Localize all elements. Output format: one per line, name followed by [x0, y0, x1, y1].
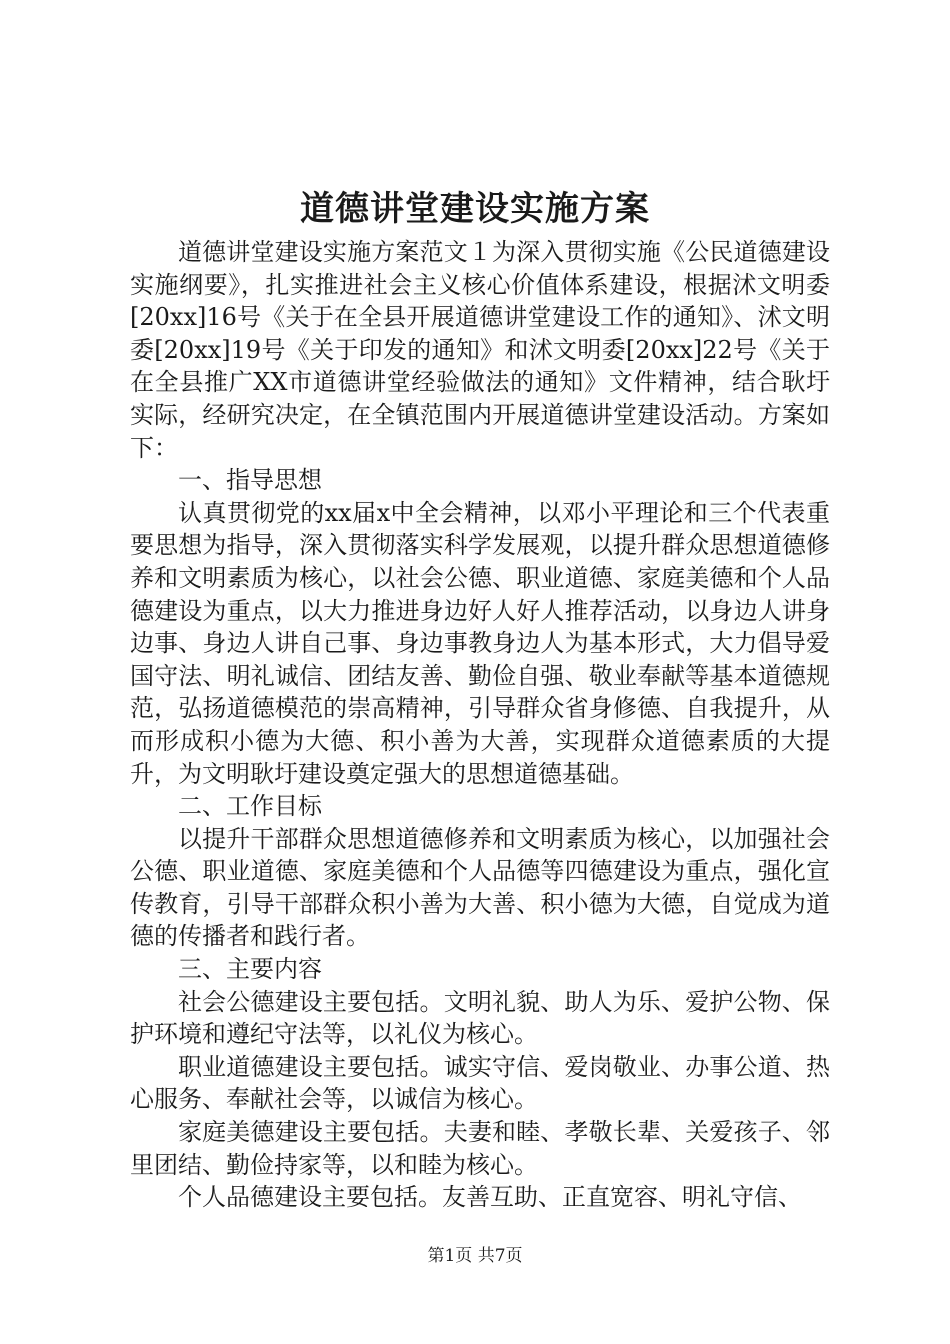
document-title: 道德讲堂建设实施方案 — [300, 189, 650, 229]
paragraph-guiding-ideology: 认真贯彻党的xx届x中全会精神，以邓小平理论和三个代表重要思想为指导，深入贯彻落实科学发展观，以提升群众思想道德修养和文明素质为核心，以社会公德、职业道德、家庭美德和个人品德建设为重点，以大力推进身边好人好人推荐活动，以身边人讲身边事、身边人讲自己事、身边事教身边人为基本形式，大力倡导爱国守法、明礼诚信、团结友善、勤俭自强、敬业奉献等基本道德规范，弘扬道德模范的崇高精神，引导群众省身修德、自我提升，从而形成积小德为大德、积小善为大善，实现群众道德素质的大提升，为文明耿圩建设奠定强大的思想道德基础。 — [130, 498, 830, 788]
document-body — [130, 236, 830, 1214]
section-heading-main-content: 三、主要内容 — [178, 955, 322, 984]
paragraph-personal-character: 个人品德建设主要包括。友善互助、正直宽容、明礼守信、 — [178, 1183, 802, 1212]
section-heading-work-goals: 二、工作目标 — [178, 792, 322, 821]
section-heading-guiding-ideology: 一、指导思想 — [178, 466, 322, 495]
paragraph-work-goals: 以提升干部群众思想道德修养和文明素质为核心，以加强社会公德、职业道德、家庭美德和个人品德等四德建设为重点，强化宣传教育，引导干部群众积小善为大善、积小德为大德，自觉成为道德的传播者和践行者。 — [130, 824, 830, 951]
paragraph-family-virtues: 家庭美德建设主要包括。夫妻和睦、孝敬长辈、关爱孩子、邻里团结、勤俭持家等，以和睦为核心。 — [130, 1118, 830, 1179]
page-footer: 第1页 共7页 — [427, 1246, 523, 1266]
paragraph-social-morality: 社会公德建设主要包括。文明礼貌、助人为乐、爱护公物、保护环境和遵纪守法等，以礼仪为核心。 — [130, 987, 830, 1049]
paragraph-professional-ethics: 职业道德建设主要包括。诚实守信、爱岗敬业、办事公道、热心服务、奉献社会等，以诚信为核心。 — [130, 1052, 830, 1114]
paragraph-intro: 道德讲堂建设实施方案范文１为深入贯彻实施《公民道德建设实施纲要》，扎实推进社会主义核心价值体系建设，根据沭文明委[20xx]16号《关于在全县开展道德讲堂建设工作的通知》、沭文明委[20xx]19号《关于印发的通知》和沭文明委[20xx]22号《关于在全县推广XX市道德讲堂经验做法的通知》文件精神，结合耿圩实际，经研究决定，在全镇范围内开展道德讲堂建设活动。方案如下： — [130, 238, 830, 462]
